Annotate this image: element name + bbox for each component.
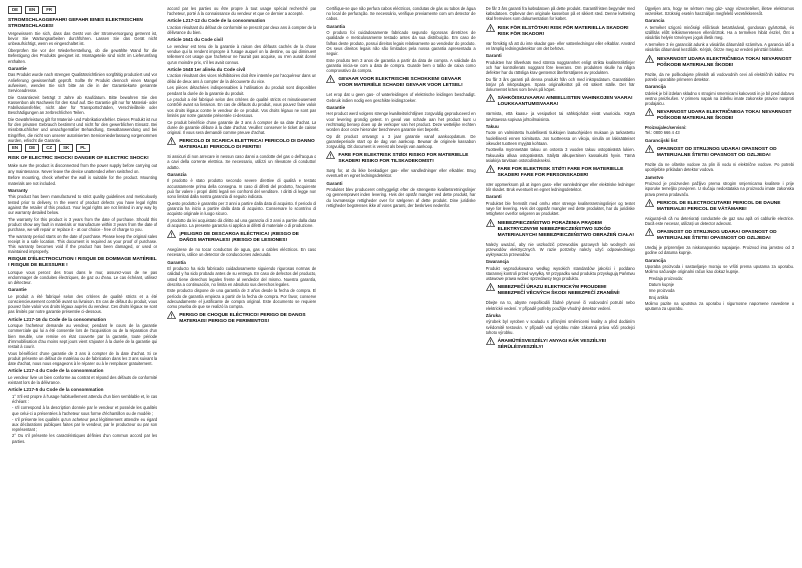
language-tabs-mid [8, 144, 157, 152]
paragraph: This product has been manufactured to strict quality guidelines and meticulously tested prior to delivery. In the event of product defects you have legal rights against the retailer of this product. Your legal rights are not limited in any way by our warranty detailed below. [8, 194, 158, 215]
paragraph: Vous bénéficiez d'une garantie de 3 ans à compter de la date d'achat. Si ce produit présente un défaut de matériau ou de fabrication dans les 3 ans suivant la date d'achat, nous nous engageons à le réparer ou à le remplacer gratuitement. [8, 350, 158, 367]
warning-heading: RISK OF ELECTRIC SHOCK! DANGER OF ELECTRIC SHOCK! [8, 156, 149, 162]
warning-triangle-icon [486, 219, 495, 227]
warning-block [645, 199, 794, 214]
paragraph: The warranty period starts on the date of purchase. Please keep the original sales receipt in a safe location. This document is required as your proof of purchase. This warranty becomes void if the product has been damaged, or used or maintained improperly. [8, 233, 158, 255]
warning-triangle-icon [167, 137, 176, 145]
warning-block [167, 230, 316, 245]
paragraph: Le vendeur est tenu de la garantie à raison des défauts cachés de la chose vendue qui la rendent impropre à l'usage auquel on la destine, ou qui diminuent tellement cet usage que l'acheteur ne l'aurait pas acquise, ou n'en aurait donné qu'un moindre prix, s'il les avait connus. [167, 44, 317, 65]
warning-heading: GEVAAR VOOR ELEKTRISCHE SCHOKKEN! GEVAAR VOOR MATERIËLE SCHADE! GEVAAR VOOR LETSEL! [338, 77, 463, 89]
warning-block [486, 165, 635, 180]
paragraph: Uređaj je pripremljen za niskonaponsko napajanje. Proizvod ima jamstvo od 3 godine od datuma kupnje. [644, 245, 795, 256]
paragraph: Uporaba proizvoda i sastavljanje moraju se vršiti prema uputama za uporabu. Molimo sačuvajte originalni račun kao dokaz kupnje. [644, 264, 795, 275]
paragraph: A terméket szigorú minőségi előírások betartásával, gondosan gyártottuk, és szállítás előtt lelkiismeretesen ellenőriztük. Ha a terméken hibát észlel, Önt a vásárlás helyén törvényes jogok illetik meg. [644, 25, 795, 41]
section-heading: Garantie [8, 65, 27, 71]
warning-heading: OPASNOST OD STRUJNOG UDARA! OPASNOST OD MATERIJALNE ŠTETE! OPASNOST OD OZLJEDA! [656, 230, 777, 242]
paragraph: Proizvod je proizveden pažljivo prema strogim smjernicama kvalitete i prije isporuke temeljito provjeren. U slučaju nedostataka na proizvodu imate zakonska prava prema prodavaču. [644, 181, 795, 197]
paragraph: Tuote on valmistettu huolellisesti tiukkojen laatuohjeiden mukaan ja tarkastettu huolellisesti ennen toimitusta. Jos tuotteessa on vikoja, sinulla on lakisääteiset oikeudet tuotteen myyjää kohtaan. [485, 130, 635, 146]
paragraph: Op dit product ontvangt u 3 jaar garantie vanaf aankoopdatum. De garantieperiode start op de dag van aankoop. Bewaar de originele kassabon zorgvuldig. Dit document is vereist als bewijs van aankoop. [326, 133, 476, 150]
paragraph: Überprüfen Sie vor der Wiederherstellung, ob die gewählte Wand für die Befestigung des Produkts geeignet ist. Montageteile sind nicht im Lieferumfang enthalten. [8, 48, 158, 64]
paragraph: accord par les parties ou être propre à tout usage spécial recherché par l'acheteur, porté à la connaissance du vendeur et que ce dernier a accepté. [167, 6, 317, 17]
warning-heading: ¡PELIGRO DE DESCARGA ELÉCTRICA! ¡RIESGO DE DAÑOS MATERIALES! ¡RIESGO DE LESIONES! [179, 232, 299, 244]
warning-triangle-icon [486, 24, 495, 32]
paragraph: El producto ha sido fabricado cuidadosamente siguiendo rigurosas normas de calidad y ha sido probado antes de su entrega. En caso de defectos del producto, usted tiene derechos legales frente al vendedor del mismo. Nuestra garantía, descrita a continuación, no limita en absoluto sus derechos legales. [167, 266, 317, 287]
list-item: Datum kupnje [648, 282, 675, 288]
lang-badge: EN [25, 6, 39, 14]
section-heading: Garancijski list [644, 137, 678, 143]
language-tabs-top [8, 6, 157, 14]
service-address [645, 125, 794, 143]
paragraph: Le produit a été fabriqué selon des critères de qualité stricts et minutieusement contrôlé avant sa livraison. En cas de défauts du produit, vous pouvez faire valoir vos droits légaux contre le vendeur de ce produit. Vos droits légaux ne sont pas limités par notre garantie présentée ci-dessous. [167, 97, 317, 118]
lang-badge: EN [8, 144, 22, 152]
address-label: Proizvajalec/servisni: [644, 125, 687, 131]
lang-badge: CZ [42, 144, 56, 152]
paragraph: De får 3 års garanti fra købsdatoen på dette produkt. Garantifristen begynder med købsdatoen. Opbevar den originale kassebon på et sikkert sted. Denne kvittering skal fremvises som dokumentation for købet. [485, 6, 635, 22]
warning-heading: STROMSCHLAGGEFAHR! GEFAHR EINES ELEKTRISCHEN STROMSCHLAGES! [8, 18, 143, 29]
warning-triangle-icon [486, 337, 495, 345]
section-heading: Garanti [326, 180, 343, 186]
paragraph: Dbejte na to, abyste nepoškodili žádné plynové či vodovodní potrubí nebo elektrické vedení. V případě potřeby použijte vhodný detektor vedení. [485, 300, 635, 311]
section-heading: Article L217-5 du Code de la consommation [8, 387, 104, 393]
paragraph: Pazite da ne oštetite vodove za plin ili vodu ni električne vodove. Po potrebi upotrijebite prikladan detektor vodova. [644, 162, 795, 173]
warning-heading: SÄHKÖISKUVAARA! AINEELLISTEN VAHINKOJEN VAARA! LOUKKAANTUMISVAARA! [497, 96, 633, 108]
paragraph: Le produit a été fabriqué selon des critères de qualité stricts et a été consciencieusement contrôlé avant sa livraison. En cas de défaut du produit, vous pouvez faire valoir vos droits légaux auprès du vendeur. Ces droits légaux ne sont pas limités par notre garantie présentée ci-dessous. [8, 293, 158, 315]
section-heading: Garantia [326, 23, 346, 29]
warning-triangle-icon [167, 311, 176, 319]
section-heading: Takuu [485, 123, 499, 129]
paragraph: Die Gewährleistung gilt für Material- und Fabrikationsfehler. Dieses Produkt ist nur für den privaten Gebrauch bestimmt und nicht für den gewerblichen Einsatz. Bei missbräuchlicher und unsachgemäßer Behandlung, Gewaltanwendung und bei Eingriffen, die nicht von unserer autorisierten Serviceniederlassung vorgenommen wurden, erlischt die Garantie. [8, 116, 158, 143]
section-heading: Garancija [644, 83, 666, 89]
warning-triangle-icon [486, 283, 495, 291]
warning-triangle-icon [326, 75, 335, 83]
paragraph: Produktet blev produceret omhyggeligt efter de strengeste kvalitetsretningslinjer og gennemprøvet inden levering. Hvis der opstår mangler ved dette produkt, har du lovmæssige rettigheder over for sælgeren af dette produkt. Dine juridiske rettigheder begrænses ikke af vores garanti, der beskrives nedenfor. [326, 187, 476, 208]
warning-triangle-icon [645, 108, 654, 116]
paragraph: Izdelek je bil izdelan skladno s strogimi smernicami kakovosti in je bil pred dobavo vestno preizkušen. V primeru napak na izdelku imate zakonske pravice nasproti prodajalcu. [644, 90, 795, 106]
paragraph: Lorsque l'acheteur demande au vendeur, pendant le cours de la garantie commerciale qui lui a été consentie lors de l'acquisition ou de la réparation d'un bien meuble, une remise en état couverte par la garantie, toute période d'immobilisation d'au moins sept jours vient s'ajouter à la durée de la garantie qui restait à courir. [8, 323, 158, 350]
lang-badge: SK [59, 144, 73, 152]
list-item: Ime proizvoda [648, 288, 675, 294]
column-1 [8, 6, 157, 562]
paragraph: Ügyeljen arra, hogy ne sértsen meg gáz- vagy vízvezetéket, illetve elektromos vezetéket. Szükség esetén használjon megfelelő vezetékkeresőt. [644, 6, 795, 17]
paragraph: The warranty for this product is 3 years from the date of purchase. Should this product show any fault in materials or manufacture within 3 years from the date of purchase, we will repair or replace it - at our choice - free of charge to you. [8, 216, 158, 233]
lang-badge: DE [8, 6, 22, 14]
warning-block [645, 228, 794, 243]
warning-triangle-icon [645, 228, 654, 236]
section-heading: Article L217-12 du Code de la consommation [167, 18, 266, 24]
warning-block [326, 151, 475, 166]
paragraph: L'action résultant du défaut de conformité se prescrit par deux ans à compter de la délivrance du bien. [167, 25, 317, 36]
warning-heading: PERICOLO DI SCARICA ELETTRICA! PERICOLO DI DANNO MATERIALE! PERICOLO DI FERITE! [179, 139, 315, 151]
column-2 [167, 6, 316, 562]
warning-heading: RISK FÖR ELSTÖTAR! RISK FÖR MATERIELLA SKADOR! RISK FÖR SKADOR! [497, 25, 629, 37]
section-heading: Gwarancja [485, 259, 509, 265]
paragraph: Tuotteella myönnetään takuu on ostosta 3 vuoden takuu ostopäivästä lukien. Takuuaika alkaa ostopäivästä. Säilytä alkuperäinen kassakuitti hyvin. Tämä asiakirja tarvitaan ostotodistukseksi. [485, 147, 635, 163]
paragraph: Varmista, että kaasu- ja vesiputket tai sähköjohdot eivät vaurioidu. Käytä tarvittaessa sopivaa johtoilmaisinta. [485, 111, 635, 122]
section-heading: Záruka [485, 312, 501, 318]
address-line: Tel.: 0800 666 4 43 [644, 130, 680, 136]
paragraph: Make sure the product is disconnected from the power supply before carrying out any maintenance. Never leave the device unattended when switched on. [8, 163, 158, 174]
warning-heading: OPASNOST OD STRUJNOG UDARA! OPASNOST OD MATERIJALNE ŠTETE! OPASNOST OD OZLJEDA! [656, 147, 777, 159]
section-heading: Garantía [167, 259, 186, 265]
warning-heading: ÁRAMÜTÉSVESZÉLY! ANYAGI KÁR VESZÉLYE! SÉRÜLÉSVESZÉLY! [497, 339, 607, 351]
section-heading: Jamstvo [644, 174, 664, 180]
paragraph: Var försiktig så att du inte skadar gas- eller vattenledningar eller elkablar. Använd en lämplig ledningsdetektor om det behövs. [485, 40, 635, 51]
paragraph: Produkt wyprodukowano według wysokich standardów jakości i poddano starannej kontroli przed wysyłką. W przypadku wad produktu przysługują Państwu ustawowe prawa wobec sprzedawcy tego produktu. [485, 265, 635, 282]
warning-triangle-icon [645, 199, 654, 207]
warning-heading: NEBEZPEČÍ ÚRAZU ELEKTRICKÝM PROUDEM! NEBEZPEČÍ VĚCNÝCH ŠKOD! NEBEZPEČÍ ZRANĚNÍ! [497, 285, 620, 297]
list-item: 2° Ou s'il présente les caractéristiques définies d'un commun accord par les parties. [12, 433, 158, 444]
paragraph: Asegúrese de no tocar conductos de agua, gas o cables eléctricos. En caso necesario, utilice un detector de conducciones adecuado. [167, 247, 317, 258]
paragraph: Le vendeur livre un bien conforme au contrat et répond des défauts de conformité existant lors de la délivrance. [8, 374, 158, 386]
list-item: - s'il présente les qualités qu'un acheteur peut légitimement attendre eu égard aux déclarations publiques faites par le vendeur, par le producteur ou par son représentant ; [12, 416, 158, 433]
paragraph: Before mounting, check whether the wall is suitable for the product. Mounting materials are not included. [8, 175, 158, 186]
warning-block [486, 283, 635, 298]
section-heading: Garanti [485, 194, 502, 200]
paragraph: Este producto dispone de una garantía de 3 años desde la fecha de compra. El período de garantía empieza a partir de la fecha de compra. Por favor, conserve adecuadamente el justificante de compra original. Este documento se requiere como prueba de que se realizó la compra. [167, 288, 317, 310]
warning-triangle-icon [486, 165, 495, 173]
column-5 [645, 6, 794, 562]
warning-block [326, 75, 475, 90]
warning-heading: PERIGO DE CHOQUE ELÉCTRICO! PERIGO DE DANOS MATERIAIS! PERIGO DE FERIMENTOS! [179, 313, 306, 325]
warning-heading: NEVARNOST UDARA ELEKTRIČNEGA TOKA! NEVARNOST POŠKODB MATERIALNE ŠKODE! [656, 56, 792, 68]
list-item: 1° S'il est propre à l'usage habituellement attendu d'un bien semblable et, le cas échéant : [12, 393, 158, 405]
paragraph: Pazite, da ne poškodujete plinskih ali vodovodnih cevi ali električnih kablov. Po potrebi uporabite primeren detektor. [644, 71, 795, 82]
text-columns [8, 6, 794, 562]
warning-block [486, 337, 635, 352]
warning-heading: NEVARNOST UDARA ELEKTRIČNEGA TOKA! NEVARNOST POŠKODB MATERIALNE ŠKODE! [656, 110, 792, 122]
paragraph: Il prodotto da lei acquistato dà diritto ad una garanzia di 3 anni a partire dalla data di acquisto. La presente garanzia si applica ai difetti di materiale o di produzione. [167, 217, 317, 228]
paragraph: A termékre 3 év garanciát adunk a vásárlás dátumától számítva. A garancia idő a vásárlás dátumával kezdődik. Kérjük, őrizze meg az eredeti pénztári blokkot. [644, 42, 795, 53]
section-heading: Garanzia [167, 171, 187, 177]
paragraph: Het product werd volgens strenge kwaliteitsrichtlijnen zorgvuldig geproduceerd en voor levering grondig getest. In geval van schade aan het product kunt u rechtmatig beroep doen op de verkoper van het product. Deze wettelijke rechten worden door onze hieronder beschreven garantie niet beperkt. [326, 111, 476, 132]
warning-heading: FARE FOR ELEKTRISK STØT! FARE FOR MATERIELLE SKADER! FARE FOR PERSONSKADER! [497, 167, 624, 179]
paragraph: Ce produit bénéficie d'une garantie de 3 ans à compter de sa date d'achat. La durée de garantie débute à la date d'achat. Veuillez conserver le ticket de caisse original. Il vous sera demandé comme preuve d'achat. [167, 119, 317, 135]
section-heading: Warranty [8, 187, 28, 193]
paragraph: Du får 3 års garanti på denna produkt från och med inköpsdatum. Garantitiden börjar på inköpsdagen. Spara originalkvittot på ett säkert ställe. Det här dokumentet krävs som bevis på köpet. [485, 76, 635, 93]
section-heading: Garantie [326, 104, 346, 110]
paragraph: Należy uważać, aby nie uszkodzić przewodów gazowych lub wodnych ani przewodów elektrycznych. W razie potrzeby należy użyć odpowiedniego wykrywacza przewodów. [485, 241, 635, 258]
warning-block [645, 55, 794, 70]
lang-badge: PL [76, 144, 90, 152]
paragraph: L'action résultant des vices rédhibitoires doit être intentée par l'acquéreur dans un délai de deux ans à compter de la découverte du vice. [167, 73, 317, 84]
column-4 [486, 6, 635, 562]
warning-block [486, 94, 635, 109]
warning-heading: RISQUE D'ÉLECTROCUTION ! RISQUE DE DOMMAGE MATÉRIEL ! RISQUE DE BLESSURE ! [8, 256, 157, 268]
warning-heading: PERICOL DE ELECTROCUTARE! PERICOL DE DAUNE MATERIALE! PERICOL DE VĂTĂMARE! [656, 200, 781, 212]
paragraph: Questo prodotto è garantito per 3 anni a partire dalla data di acquisto. Il periodo di garanzia ha inizio a partire dalla data di acquisto. Conservare lo scontrino di acquisto originale in luogo sicuro. [167, 200, 317, 217]
section-heading: Garantie [8, 287, 27, 293]
list-item: Broj artikla [648, 294, 669, 300]
paragraph: Vær oppmerksom på at ingen gass- eller vannledninger eller elektriske ledninger blir skadet. Bruk eventuelt en egnet ledningsdetektor. [485, 182, 635, 193]
warning-block [486, 219, 635, 240]
column-3 [326, 6, 475, 562]
warning-triangle-icon [326, 151, 335, 159]
paragraph: Sørg for, at du ikke beskadiger gas- eller vandledninger eller elkabler. Brug eventuelt en egnet ledningsdetektor. [326, 168, 476, 179]
warning-triangle-icon [645, 145, 654, 153]
warning-block [167, 311, 316, 326]
warning-block [645, 145, 794, 160]
list-item: - s'il correspond à la description donnée par le vendeur et possède les qualités que celui-ci a présentées à l'acheteur sous forme d'échantillon ou de modèle ; [12, 405, 158, 416]
warning-heading: FARE FOR ELEKTRISK STØD! RISIKO FOR MATERIELLE SKADER! RISIKO FOR TILSKADEKOMST! [338, 153, 469, 165]
section-heading: Garanti [485, 53, 502, 59]
paragraph: O produto foi cuidadosamente fabricado segundo rigorosas diretrizes de qualidade e meticulosamente testado antes da sua distribuição. Em caso de falhas deste produto, possui direitos legais relativamente ao vendedor do produto. Os seus direitos legais não são limitados pela nossa garantia apresentada a seguir. [326, 30, 476, 57]
lang-badge: DE [25, 144, 39, 152]
warning-block [167, 137, 316, 152]
paragraph: Molimo pazite na uputstva za uporabu i sigurnosne napomene navedene u uputama za uporabu. [644, 300, 795, 312]
paragraph: Este produto tem 3 anos de garantia a partir da data de compra. A validade da garantia inicia-se com a data de compra. Guarde bem o talão de caixa como comprovativo da compra. [326, 57, 476, 74]
section-heading: Article L217-4 du Code de la consommation [8, 368, 104, 374]
section-heading: Article 1641 du Code civil [167, 37, 223, 43]
paragraph: Lorsque vous percez des trous dans le mur, assurez-vous de ne pas endommager de conduites électriques, de gaz ou d'eau. Le cas échéant, utilisez un détecteur. [8, 269, 158, 285]
paragraph: Si assicuri di non arrecare in nessun caso danni a condotte del gas o dell'acqua o a cavi della corrente elettrica. Se necessario, utilizzi un rilevatore di conduttori adatto. [167, 154, 317, 170]
section-heading: Article 1648 1er alinéa du Code civil [167, 66, 246, 72]
paragraph: Certifique-se que não perfura cabos eléctricos, condutas de gás ou tubos de água no local de perfuração. Se necessário, verifique previamente com um detector de cabos. [326, 6, 476, 22]
list-item: Predaja proizvoda: [648, 276, 683, 282]
paragraph: Vergewissern Sie sich, dass das Gerät von der Stromversorgung getrennt ist, bevor Sie Wartungsarbeiten durchführen. Lassen Sie das Gerät nicht unbeaufsichtigt, wenn es eingeschaltet ist. [8, 31, 158, 47]
warning-triangle-icon [167, 230, 176, 238]
section-heading: Garancia [644, 18, 665, 24]
lang-badge: FR [42, 6, 56, 14]
paragraph: Asigurați-vă că nu deteriorați conductele de gaz sau apă ori cablurile electrice. Dacă este necesar, utilizați un detector adecvat. [644, 215, 795, 226]
warning-block [645, 108, 794, 123]
paragraph: Die Garantiezeit beträgt 3 Jahre ab Kaufdatum. Bitte bewahren Sie den Kassenbon als Nachweis für den Kauf auf. Die Garantie gilt nur für Material- oder Fabrikationsfehler, nicht aber für Transportschäden, Verschleißteile oder Beschädigungen an zerbrechlichen Teilen. [8, 94, 158, 116]
paragraph: Produkten har tillverkats med största noggrannhet enligt strikta kvalitetsriktlinjer och har kontrollerats noggrant före leverans. Om produkten skulle ha några defekter har du rättsliga krav gentemot återförsäljaren av produkten. [485, 59, 635, 76]
paragraph: Produktet ble fremstilt med omhu etter strenge kvalitetsretningslinjer og testet nøye før levering. Hvis det oppstår mangler ved dette produktet, har du juridiske rettigheter overfor selgeren av produktet. [485, 201, 635, 217]
warning-block [486, 24, 635, 39]
paragraph: Let erop dat u geen gas- of waterleidingen of elektrische leidingen beschadigt. Gebruik indien nodig een geschikte leidingzoeker. [326, 92, 476, 103]
section-heading: Garancija [644, 257, 666, 263]
warning-heading: NIEBEZPIECZEŃSTWO PORAŻENIA PRĄDEM ELEKTRYCZNYM! NIEBEZPIECZEŃSTWO SZKÓD MATERIALNYCH! NIEBEZPIECZEŃSTWO OBRAŻEŃ CIAŁA! [497, 220, 634, 238]
paragraph: Das Produkt wurde nach strengen Qualitätsrichtlinien sorgfältig produziert und vor Anlieferung gewissenhaft geprüft. Sollte Ihr Produkt dennoch einen Mangel aufweisen, wenden Sie sich bitte an die in der Garantiekarte genannte Serviceadresse. [8, 72, 158, 93]
paragraph: Les pièces détachées indispensables à l'utilisation du produit sont disponibles pendant la durée de la garantie du produit. [167, 85, 317, 96]
warning-triangle-icon [645, 55, 654, 63]
paragraph: Výrobek byl vyroben v souladu s přísnými směrnicemi kvality a před dodáním svědomitě testován. V případě vad výrobku máte zákonná práva vůči prodejci tohoto výrobku. [485, 319, 635, 335]
section-heading: Article L217-16 du Code de la consommation [8, 316, 107, 322]
paragraph: Il prodotto è stato prodotto secondo severe direttive di qualità e testato accuratamente prima della consegna. In caso di difetti del prodotto, l'acquirente può far valere i propri diritti legali nei confronti del venditore. I diritti di legge non sono limitati dalla nostra garanzia di seguito indicata. [167, 178, 317, 199]
warning-triangle-icon [486, 94, 495, 102]
